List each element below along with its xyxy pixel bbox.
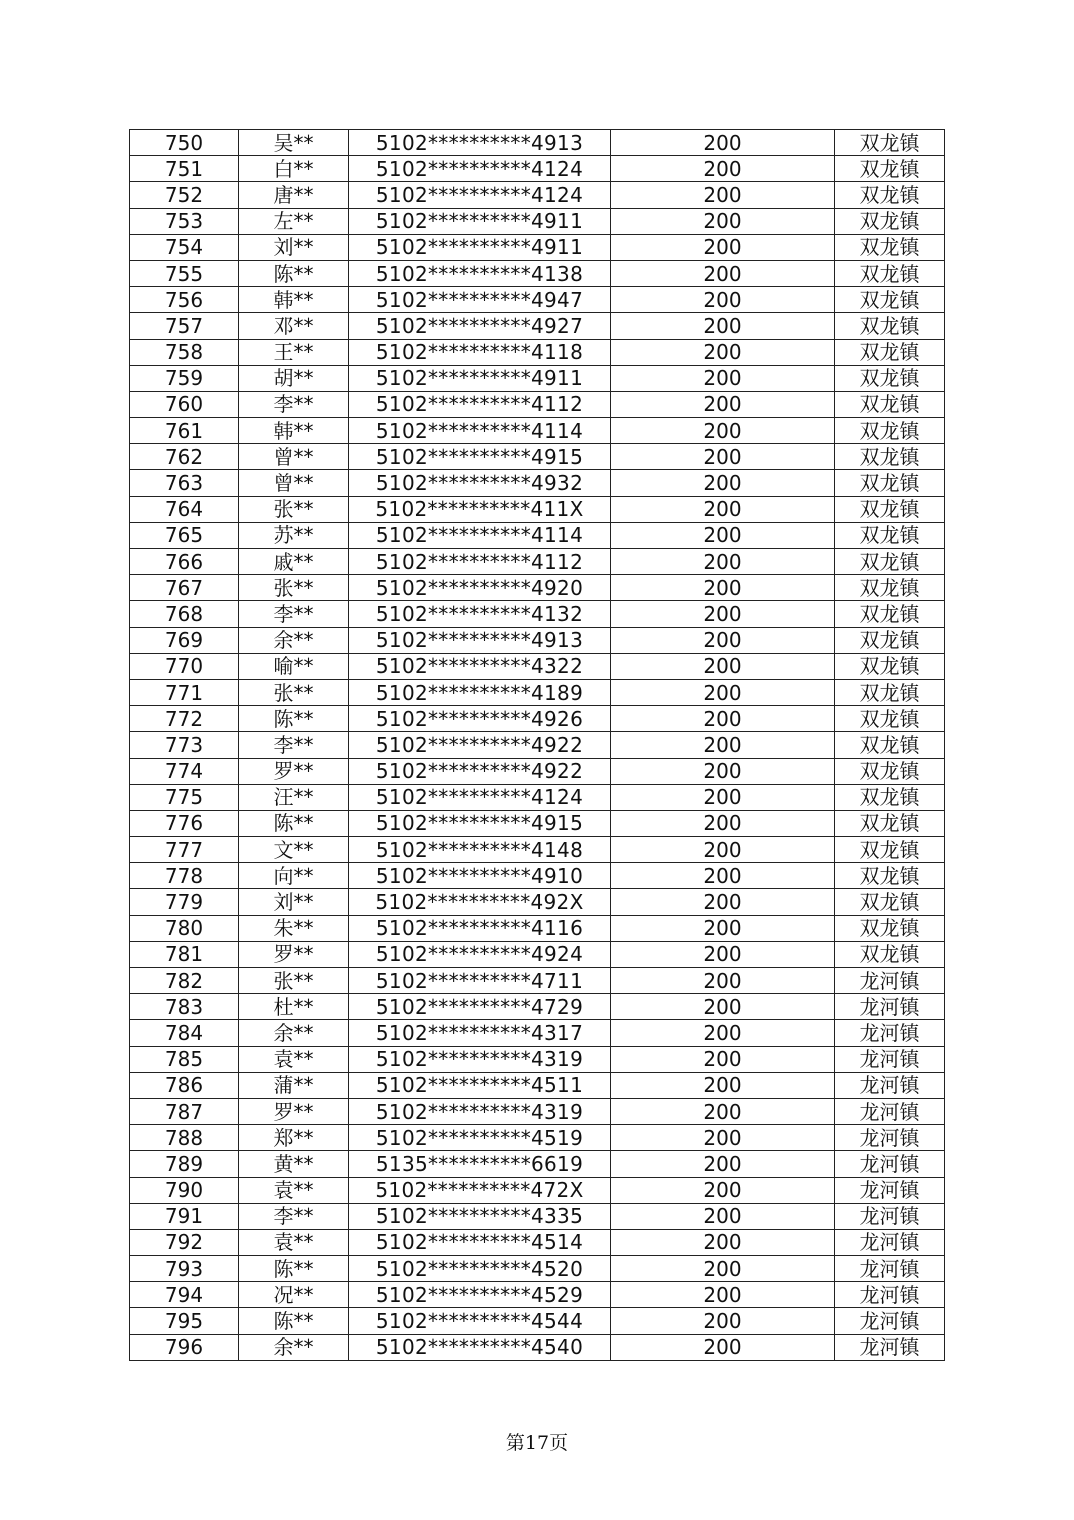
id-number-cell: 5102**********4520 [349,1256,611,1282]
amount-cell: 200 [611,549,835,575]
serial-number-cell: 760 [130,391,239,417]
id-number-cell: 5102**********4124 [349,156,611,182]
town-cell: 双龙镇 [835,837,945,863]
name-cell: 蒲** [239,1072,349,1098]
name-cell: 李** [239,391,349,417]
town-cell: 双龙镇 [835,234,945,260]
amount-cell: 200 [611,391,835,417]
id-number-cell: 5102**********4529 [349,1282,611,1308]
table-row [130,444,945,470]
amount-cell: 200 [611,1229,835,1255]
amount-cell: 200 [611,1046,835,1072]
town-cell: 双龙镇 [835,575,945,601]
id-number-cell: 5102**********4540 [349,1334,611,1360]
town-cell: 双龙镇 [835,130,945,156]
name-cell: 陈** [239,810,349,836]
id-number-cell: 5102**********4926 [349,706,611,732]
id-number-cell: 5102**********4114 [349,522,611,548]
amount-cell: 200 [611,365,835,391]
amount-cell: 200 [611,994,835,1020]
serial-number-cell: 796 [130,1334,239,1360]
name-cell: 汪** [239,784,349,810]
amount-cell: 200 [611,156,835,182]
amount-cell: 200 [611,1256,835,1282]
town-cell: 双龙镇 [835,208,945,234]
table-row [130,418,945,444]
id-number-cell: 5102**********4322 [349,653,611,679]
amount-cell: 200 [611,522,835,548]
page-number: 第17页 [505,1432,569,1454]
table-row [130,968,945,994]
amount-cell: 200 [611,732,835,758]
amount-cell: 200 [611,182,835,208]
town-cell: 龙河镇 [835,1151,945,1177]
table-row [130,391,945,417]
id-number-cell: 5102**********411X [349,496,611,522]
town-cell: 双龙镇 [835,941,945,967]
id-number-cell: 5102**********4124 [349,182,611,208]
amount-cell: 200 [611,1308,835,1334]
amount-cell: 200 [611,968,835,994]
serial-number-cell: 775 [130,784,239,810]
id-number-cell: 5102**********4544 [349,1308,611,1334]
id-number-cell: 5102**********4729 [349,994,611,1020]
name-cell: 罗** [239,758,349,784]
serial-number-cell: 770 [130,653,239,679]
serial-number-cell: 791 [130,1203,239,1229]
table-row [130,837,945,863]
serial-number-cell: 788 [130,1125,239,1151]
table-row [130,627,945,653]
table-row [130,810,945,836]
town-cell: 双龙镇 [835,653,945,679]
town-cell: 龙河镇 [835,1334,945,1360]
name-cell: 曾** [239,444,349,470]
name-cell: 余** [239,1334,349,1360]
id-number-cell: 5102**********4915 [349,444,611,470]
name-cell: 王** [239,339,349,365]
table-row [130,732,945,758]
id-number-cell: 5102**********4319 [349,1098,611,1124]
table-row [130,784,945,810]
name-cell: 曾** [239,470,349,496]
name-cell: 苏** [239,522,349,548]
town-cell: 龙河镇 [835,994,945,1020]
name-cell: 韩** [239,287,349,313]
town-cell: 双龙镇 [835,601,945,627]
table-row [130,653,945,679]
name-cell: 罗** [239,941,349,967]
table-row [130,1046,945,1072]
id-number-cell: 5135**********6619 [349,1151,611,1177]
table-row [130,575,945,601]
serial-number-cell: 790 [130,1177,239,1203]
table-row [130,1125,945,1151]
table-row [130,601,945,627]
serial-number-cell: 755 [130,260,239,286]
name-cell: 陈** [239,706,349,732]
amount-cell: 200 [611,313,835,339]
amount-cell: 200 [611,837,835,863]
id-number-cell: 5102**********4138 [349,260,611,286]
table-row [130,549,945,575]
name-cell: 余** [239,1020,349,1046]
serial-number-cell: 778 [130,863,239,889]
name-cell: 张** [239,575,349,601]
amount-cell: 200 [611,287,835,313]
table-row [130,496,945,522]
id-number-cell: 5102**********4920 [349,575,611,601]
amount-cell: 200 [611,679,835,705]
town-cell: 龙河镇 [835,1125,945,1151]
id-number-cell: 5102**********4911 [349,365,611,391]
name-cell: 况** [239,1282,349,1308]
serial-number-cell: 780 [130,915,239,941]
table-row [130,1151,945,1177]
town-cell: 双龙镇 [835,627,945,653]
serial-number-cell: 794 [130,1282,239,1308]
table-row [130,339,945,365]
town-cell: 龙河镇 [835,1046,945,1072]
serial-number-cell: 787 [130,1098,239,1124]
serial-number-cell: 776 [130,810,239,836]
town-cell: 双龙镇 [835,706,945,732]
amount-cell: 200 [611,915,835,941]
id-number-cell: 5102**********4114 [349,418,611,444]
town-cell: 双龙镇 [835,732,945,758]
serial-number-cell: 782 [130,968,239,994]
town-cell: 双龙镇 [835,679,945,705]
town-cell: 龙河镇 [835,1098,945,1124]
name-cell: 刘** [239,889,349,915]
name-cell: 文** [239,837,349,863]
serial-number-cell: 783 [130,994,239,1020]
id-number-cell: 5102**********4913 [349,627,611,653]
table-row [130,863,945,889]
town-cell: 龙河镇 [835,1229,945,1255]
amount-cell: 200 [611,496,835,522]
serial-number-cell: 792 [130,1229,239,1255]
id-number-cell: 5102**********4927 [349,313,611,339]
town-cell: 龙河镇 [835,1203,945,1229]
serial-number-cell: 768 [130,601,239,627]
name-cell: 郑** [239,1125,349,1151]
name-cell: 罗** [239,1098,349,1124]
serial-number-cell: 795 [130,1308,239,1334]
town-cell: 双龙镇 [835,863,945,889]
name-cell: 陈** [239,1256,349,1282]
amount-cell: 200 [611,1072,835,1098]
id-number-cell: 5102**********4132 [349,601,611,627]
id-number-cell: 5102**********4511 [349,1072,611,1098]
table-row [130,1203,945,1229]
town-cell: 龙河镇 [835,968,945,994]
id-number-cell: 5102**********4932 [349,470,611,496]
table-row [130,234,945,260]
id-number-cell: 5102**********4947 [349,287,611,313]
amount-cell: 200 [611,1098,835,1124]
name-cell: 李** [239,1203,349,1229]
id-number-cell: 5102**********4711 [349,968,611,994]
table-body [130,130,945,1361]
serial-number-cell: 786 [130,1072,239,1098]
name-cell: 胡** [239,365,349,391]
id-number-cell: 5102**********4922 [349,732,611,758]
serial-number-cell: 767 [130,575,239,601]
town-cell: 双龙镇 [835,915,945,941]
table-row [130,208,945,234]
name-cell: 左** [239,208,349,234]
serial-number-cell: 751 [130,156,239,182]
id-number-cell: 5102**********4514 [349,1229,611,1255]
serial-number-cell: 785 [130,1046,239,1072]
table-row [130,1098,945,1124]
amount-cell: 200 [611,1020,835,1046]
serial-number-cell: 762 [130,444,239,470]
town-cell: 双龙镇 [835,339,945,365]
amount-cell: 200 [611,941,835,967]
serial-number-cell: 764 [130,496,239,522]
amount-cell: 200 [611,260,835,286]
table-row [130,522,945,548]
serial-number-cell: 793 [130,1256,239,1282]
town-cell: 双龙镇 [835,522,945,548]
amount-cell: 200 [611,758,835,784]
town-cell: 双龙镇 [835,889,945,915]
serial-number-cell: 765 [130,522,239,548]
town-cell: 双龙镇 [835,365,945,391]
town-cell: 双龙镇 [835,470,945,496]
town-cell: 双龙镇 [835,549,945,575]
amount-cell: 200 [611,575,835,601]
town-cell: 双龙镇 [835,313,945,339]
table-row [130,130,945,156]
name-cell: 陈** [239,260,349,286]
table-row [130,1229,945,1255]
serial-number-cell: 784 [130,1020,239,1046]
id-number-cell: 5102**********4112 [349,391,611,417]
name-cell: 张** [239,679,349,705]
amount-cell: 200 [611,1282,835,1308]
id-number-cell: 5102**********4116 [349,915,611,941]
name-cell: 余** [239,627,349,653]
id-number-cell: 5102**********4189 [349,679,611,705]
serial-number-cell: 766 [130,549,239,575]
name-cell: 李** [239,601,349,627]
serial-number-cell: 789 [130,1151,239,1177]
serial-number-cell: 753 [130,208,239,234]
name-cell: 朱** [239,915,349,941]
name-cell: 刘** [239,234,349,260]
amount-cell: 200 [611,1203,835,1229]
name-cell: 杜** [239,994,349,1020]
name-cell: 向** [239,863,349,889]
name-cell: 韩** [239,418,349,444]
amount-cell: 200 [611,601,835,627]
amount-cell: 200 [611,784,835,810]
serial-number-cell: 773 [130,732,239,758]
serial-number-cell: 756 [130,287,239,313]
id-number-cell: 5102**********4924 [349,941,611,967]
name-cell: 袁** [239,1177,349,1203]
id-number-cell: 5102**********4911 [349,234,611,260]
amount-cell: 200 [611,208,835,234]
town-cell: 龙河镇 [835,1020,945,1046]
table-row [130,1308,945,1334]
table-row [130,1256,945,1282]
amount-cell: 200 [611,130,835,156]
serial-number-cell: 759 [130,365,239,391]
name-cell: 唐** [239,182,349,208]
table-row [130,156,945,182]
amount-cell: 200 [611,234,835,260]
amount-cell: 200 [611,653,835,679]
name-cell: 袁** [239,1046,349,1072]
amount-cell: 200 [611,889,835,915]
serial-number-cell: 754 [130,234,239,260]
name-cell: 吴** [239,130,349,156]
town-cell: 双龙镇 [835,156,945,182]
serial-number-cell: 757 [130,313,239,339]
id-number-cell: 5102**********4317 [349,1020,611,1046]
table-row [130,915,945,941]
id-number-cell: 5102**********4319 [349,1046,611,1072]
town-cell: 双龙镇 [835,260,945,286]
town-cell: 龙河镇 [835,1282,945,1308]
serial-number-cell: 750 [130,130,239,156]
table-row [130,679,945,705]
id-number-cell: 5102**********4124 [349,784,611,810]
amount-cell: 200 [611,627,835,653]
name-cell: 张** [239,496,349,522]
id-number-cell: 5102**********4335 [349,1203,611,1229]
serial-number-cell: 774 [130,758,239,784]
town-cell: 双龙镇 [835,287,945,313]
name-cell: 张** [239,968,349,994]
serial-number-cell: 769 [130,627,239,653]
amount-cell: 200 [611,444,835,470]
name-cell: 白** [239,156,349,182]
id-number-cell: 5102**********4911 [349,208,611,234]
town-cell: 双龙镇 [835,496,945,522]
serial-number-cell: 779 [130,889,239,915]
town-cell: 双龙镇 [835,182,945,208]
table-row [130,941,945,967]
serial-number-cell: 758 [130,339,239,365]
serial-number-cell: 763 [130,470,239,496]
id-number-cell: 5102**********492X [349,889,611,915]
town-cell: 双龙镇 [835,758,945,784]
amount-cell: 200 [611,863,835,889]
table-row [130,470,945,496]
data-table [129,129,945,1361]
table-row [130,1282,945,1308]
amount-cell: 200 [611,1125,835,1151]
table-row [130,313,945,339]
id-number-cell: 5102**********472X [349,1177,611,1203]
town-cell: 双龙镇 [835,444,945,470]
name-cell: 袁** [239,1229,349,1255]
amount-cell: 200 [611,1177,835,1203]
name-cell: 黄** [239,1151,349,1177]
table-row [130,182,945,208]
id-number-cell: 5102**********4118 [349,339,611,365]
amount-cell: 200 [611,706,835,732]
id-number-cell: 5102**********4148 [349,837,611,863]
table-row [130,758,945,784]
amount-cell: 200 [611,470,835,496]
id-number-cell: 5102**********4910 [349,863,611,889]
amount-cell: 200 [611,1151,835,1177]
table-row [130,889,945,915]
name-cell: 李** [239,732,349,758]
serial-number-cell: 772 [130,706,239,732]
table-row [130,1072,945,1098]
id-number-cell: 5102**********4519 [349,1125,611,1151]
serial-number-cell: 761 [130,418,239,444]
amount-cell: 200 [611,810,835,836]
name-cell: 陈** [239,1308,349,1334]
name-cell: 喻** [239,653,349,679]
table-row [130,1177,945,1203]
table-row [130,706,945,732]
table-row [130,1020,945,1046]
serial-number-cell: 771 [130,679,239,705]
table-row [130,365,945,391]
town-cell: 双龙镇 [835,391,945,417]
id-number-cell: 5102**********4922 [349,758,611,784]
town-cell: 双龙镇 [835,784,945,810]
serial-number-cell: 781 [130,941,239,967]
town-cell: 龙河镇 [835,1072,945,1098]
table-row [130,287,945,313]
town-cell: 龙河镇 [835,1177,945,1203]
amount-cell: 200 [611,1334,835,1360]
town-cell: 双龙镇 [835,810,945,836]
serial-number-cell: 777 [130,837,239,863]
town-cell: 龙河镇 [835,1256,945,1282]
amount-cell: 200 [611,339,835,365]
id-number-cell: 5102**********4913 [349,130,611,156]
table-row [130,260,945,286]
amount-cell: 200 [611,418,835,444]
serial-number-cell: 752 [130,182,239,208]
town-cell: 龙河镇 [835,1308,945,1334]
id-number-cell: 5102**********4915 [349,810,611,836]
name-cell: 邓** [239,313,349,339]
table-row [130,994,945,1020]
town-cell: 双龙镇 [835,418,945,444]
id-number-cell: 5102**********4112 [349,549,611,575]
name-cell: 戚** [239,549,349,575]
table-row [130,1334,945,1360]
